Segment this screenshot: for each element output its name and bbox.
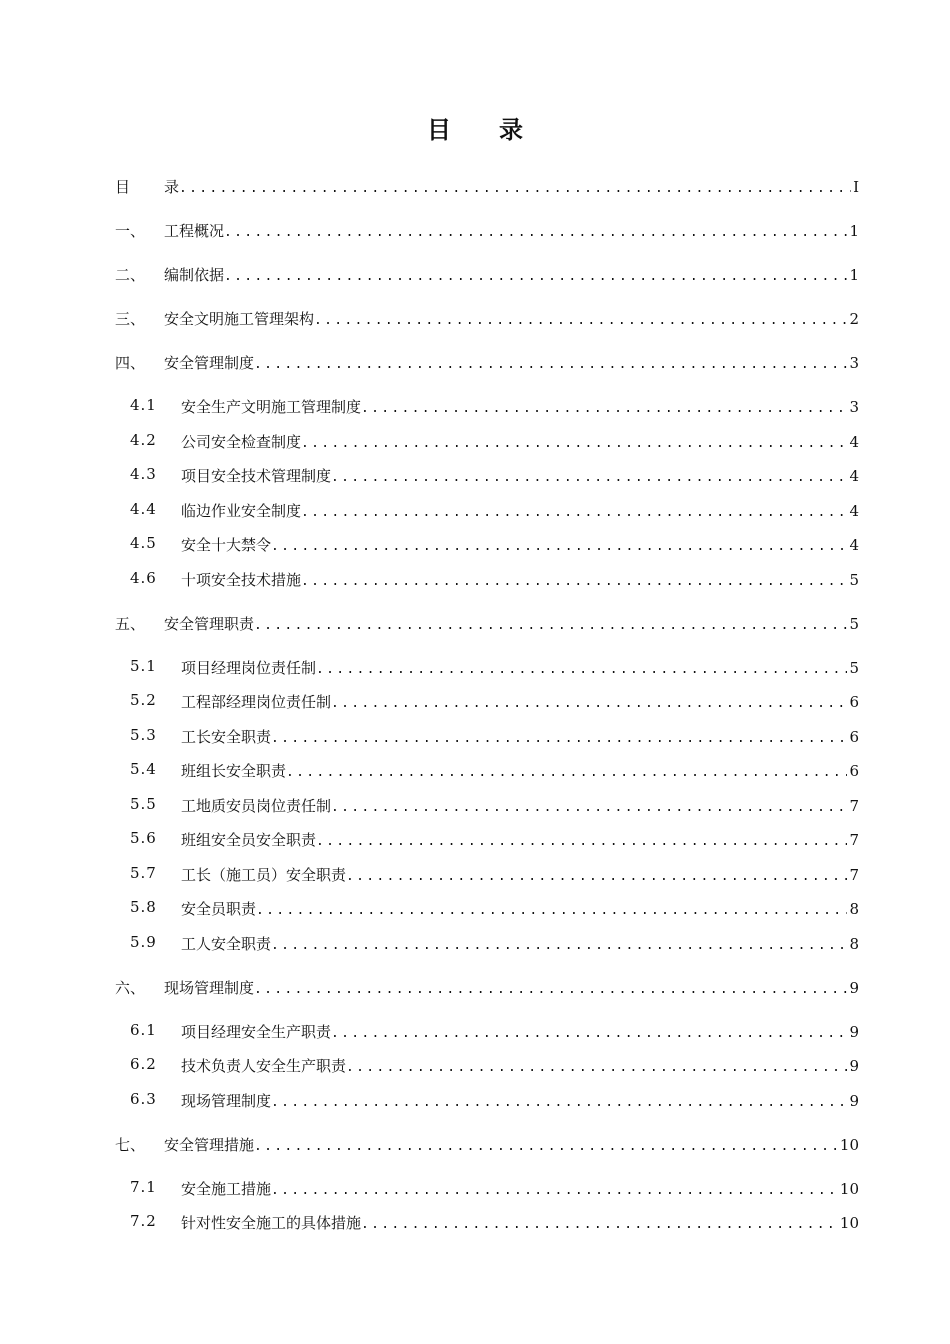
toc-entry-number: 4.4 [130,500,157,518]
toc-dot-leader [224,269,847,284]
toc-entry-line [181,569,859,590]
toc-entry-page: 8 [849,935,859,953]
toc-entry-number: 七、 [115,1136,146,1154]
toc-entry-page: 10 [839,1180,859,1198]
toc-dot-leader [224,225,847,240]
toc-entry-title: 工程概况 [164,222,225,240]
toc-entry-number: 6.3 [130,1090,157,1108]
toc-dot-leader [301,436,847,451]
toc-entry-title: 安全员职责 [181,900,257,918]
toc-entry-number: 5.2 [130,691,157,709]
toc-entry-number: 4.6 [130,569,157,587]
toc-dot-leader [361,1217,838,1232]
toc-entry-line [181,760,859,781]
toc-entry-line [164,220,859,241]
toc-entry[interactable] [0,864,950,886]
toc-entry-title: 工长安全职责 [181,728,272,746]
toc-entry[interactable] [0,1178,950,1200]
toc-entry-number: 4.1 [130,396,157,414]
toc-entry-line [181,500,859,521]
toc-entry-page: 4 [849,467,859,485]
toc-entry-title: 安全管理制度 [164,354,255,372]
toc-dot-leader [316,834,847,849]
toc-entry-number: 7.1 [130,1178,157,1196]
toc-entry-number: 四、 [115,354,146,372]
toc-dot-leader [346,1060,847,1075]
toc-entry-line [164,264,859,285]
toc-entry-line [181,1055,859,1076]
toc-entry-page: 1 [849,222,859,240]
toc-entry-page: I [853,178,859,196]
toc-entry-title: 班组长安全职责 [181,762,287,780]
toc-entry-line [181,396,859,417]
toc-dot-leader [254,1139,838,1154]
toc-entry[interactable] [0,465,950,487]
toc-entry-line [181,691,859,712]
title-char-1: 目 [427,115,451,144]
toc-entry[interactable] [0,500,950,522]
toc-entry-page: 6 [849,728,859,746]
toc-entry-line [164,977,859,998]
toc-entry-title: 工长（施工员）安全职责 [181,866,347,884]
title-char-2: 录 [499,115,523,144]
toc-entry[interactable] [0,396,950,418]
toc-entry-line [164,308,859,329]
toc-entry-page: 9 [849,1023,859,1041]
toc-entry-line [181,534,859,555]
toc-entry-page: 10 [839,1214,859,1232]
toc-entry-line [181,829,859,850]
toc-entry[interactable] [0,829,950,851]
toc-entry[interactable] [0,1212,950,1234]
toc-dot-leader [316,662,847,677]
toc-entry-page: 5 [849,659,859,677]
toc-entry-page: 6 [849,693,859,711]
toc-dot-leader [254,982,847,997]
toc-entry-title: 现场管理制度 [181,1092,272,1110]
toc-entry[interactable] [0,726,950,748]
toc-entry-title: 项目经理岗位责任制 [181,659,317,677]
toc-entry-number: 5.7 [130,864,157,882]
toc-entry-line [164,352,859,373]
toc-entry[interactable] [0,534,950,556]
toc-entry-title: 项目安全技术管理制度 [181,467,332,485]
toc-dot-leader [346,869,847,884]
toc-entry-page: 4 [849,502,859,520]
toc-entry[interactable] [0,264,950,286]
toc-entry-number: 三、 [115,310,146,328]
toc-dot-leader [301,505,847,520]
toc-entry-page: 8 [849,900,859,918]
toc-entry-page: 10 [839,1136,859,1154]
toc-entry[interactable] [0,1055,950,1077]
toc-dot-leader [331,696,847,711]
toc-entry-line [181,1178,859,1199]
toc-entry-page: 5 [849,571,859,589]
toc-entry-number: 5.6 [130,829,157,847]
toc-entry-line [181,465,859,486]
toc-entry-line [181,1021,859,1042]
toc-entry[interactable] [0,691,950,713]
toc-entry-title: 编制依据 [164,266,225,284]
toc-dot-leader [271,539,847,554]
toc-entry-title: 临边作业安全制度 [181,502,302,520]
toc-entry-number: 5.4 [130,760,157,778]
toc-entry[interactable] [0,220,950,242]
toc-entry-line [181,898,859,919]
toc-entry[interactable] [0,352,950,374]
toc-entry-title: 现场管理制度 [164,979,255,997]
toc-entry-number: 6.2 [130,1055,157,1073]
toc-entry[interactable] [0,431,950,453]
toc-entry-title: 项目经理安全生产职责 [181,1023,332,1041]
toc-entry[interactable] [0,760,950,782]
toc-entry-title: 工人安全职责 [181,935,272,953]
toc-entry-number: 7.2 [130,1212,157,1230]
toc-entry-page: 2 [849,310,859,328]
toc-entry-number: 五、 [115,615,146,633]
toc-entry-line [181,726,859,747]
toc-entry[interactable] [0,613,950,635]
toc-entry-line [164,176,859,197]
toc-entry-title: 录 [164,178,180,196]
toc-entry-number: 二、 [115,266,146,284]
toc-dot-leader [301,574,847,589]
toc-entry[interactable] [0,977,950,999]
toc-dot-leader [254,618,847,633]
toc-entry-number: 5.5 [130,795,157,813]
toc-entry-number: 一、 [115,222,146,240]
toc-entry-page: 7 [849,797,859,815]
toc-dot-leader [271,938,847,953]
toc-dot-leader [256,903,847,918]
toc-entry-title: 工地质安员岗位责任制 [181,797,332,815]
toc-entry-line [181,1090,859,1111]
toc-entry[interactable] [0,1021,950,1043]
toc-dot-leader [331,470,847,485]
toc-entry-line [181,431,859,452]
toc-entry[interactable] [0,898,950,920]
toc-dot-leader [254,357,847,372]
toc-entry-line [181,864,859,885]
toc-dot-leader [331,800,847,815]
toc-entry-number: 4.3 [130,465,157,483]
toc-entry-page: 9 [849,1092,859,1110]
toc-entry-number: 4.2 [130,431,157,449]
toc-entry-number: 6.1 [130,1021,157,1039]
toc-dot-leader [286,765,847,780]
toc-entry[interactable] [0,308,950,330]
toc-entry-page: 9 [849,979,859,997]
toc-entry-number: 目 [115,178,131,196]
toc-entry-line [164,613,859,634]
toc-entry-number: 5.9 [130,933,157,951]
toc-entry-title: 安全生产文明施工管理制度 [181,398,362,416]
toc-dot-leader [271,731,847,746]
toc-entry[interactable] [0,569,950,591]
toc-entry-line [181,1212,859,1233]
toc-entry-title: 安全十大禁令 [181,536,272,554]
toc-dot-leader [179,181,851,196]
toc-dot-leader [271,1183,838,1198]
toc-entry-line [181,657,859,678]
toc-entry-title: 技术负责人安全生产职责 [181,1057,347,1075]
toc-dot-leader [361,401,847,416]
toc-entry-page: 3 [849,354,859,372]
toc-entry[interactable] [0,176,950,198]
toc-entry-title: 公司安全检查制度 [181,433,302,451]
toc-entry-page: 7 [849,866,859,884]
toc-dot-leader [331,1026,847,1041]
toc-entry-title: 安全管理措施 [164,1136,255,1154]
toc-entry[interactable] [0,1090,950,1112]
toc-entry-number: 4.5 [130,534,157,552]
toc-entry-line [181,795,859,816]
toc-dot-leader [314,313,847,328]
toc-entry[interactable] [0,1134,950,1156]
toc-entry-page: 4 [849,433,859,451]
toc-entry-page: 4 [849,536,859,554]
toc-entry-title: 安全施工措施 [181,1180,272,1198]
toc-entry[interactable] [0,795,950,817]
toc-entry-page: 7 [849,831,859,849]
toc-entry[interactable] [0,933,950,955]
toc-entry-page: 9 [849,1057,859,1075]
toc-entry-line [164,1134,859,1155]
toc-entry-title: 安全管理职责 [164,615,255,633]
toc-dot-leader [271,1095,847,1110]
toc-entry-number: 5.8 [130,898,157,916]
toc-entry-number: 5.1 [130,657,157,675]
toc-entry-page: 1 [849,266,859,284]
toc-entry-page: 6 [849,762,859,780]
toc-entry-number: 六、 [115,979,146,997]
toc-entry-page: 5 [849,615,859,633]
toc-entry-line [181,933,859,954]
toc-entry-number: 5.3 [130,726,157,744]
toc-entry-title: 安全文明施工管理架构 [164,310,315,328]
toc-entry-title: 班组安全员安全职责 [181,831,317,849]
toc-entry-title: 工程部经理岗位责任制 [181,693,332,711]
toc-entry[interactable] [0,657,950,679]
toc-entry-page: 3 [849,398,859,416]
toc-entry-title: 十项安全技术措施 [181,571,302,589]
toc-entry-title: 针对性安全施工的具体措施 [181,1214,362,1232]
